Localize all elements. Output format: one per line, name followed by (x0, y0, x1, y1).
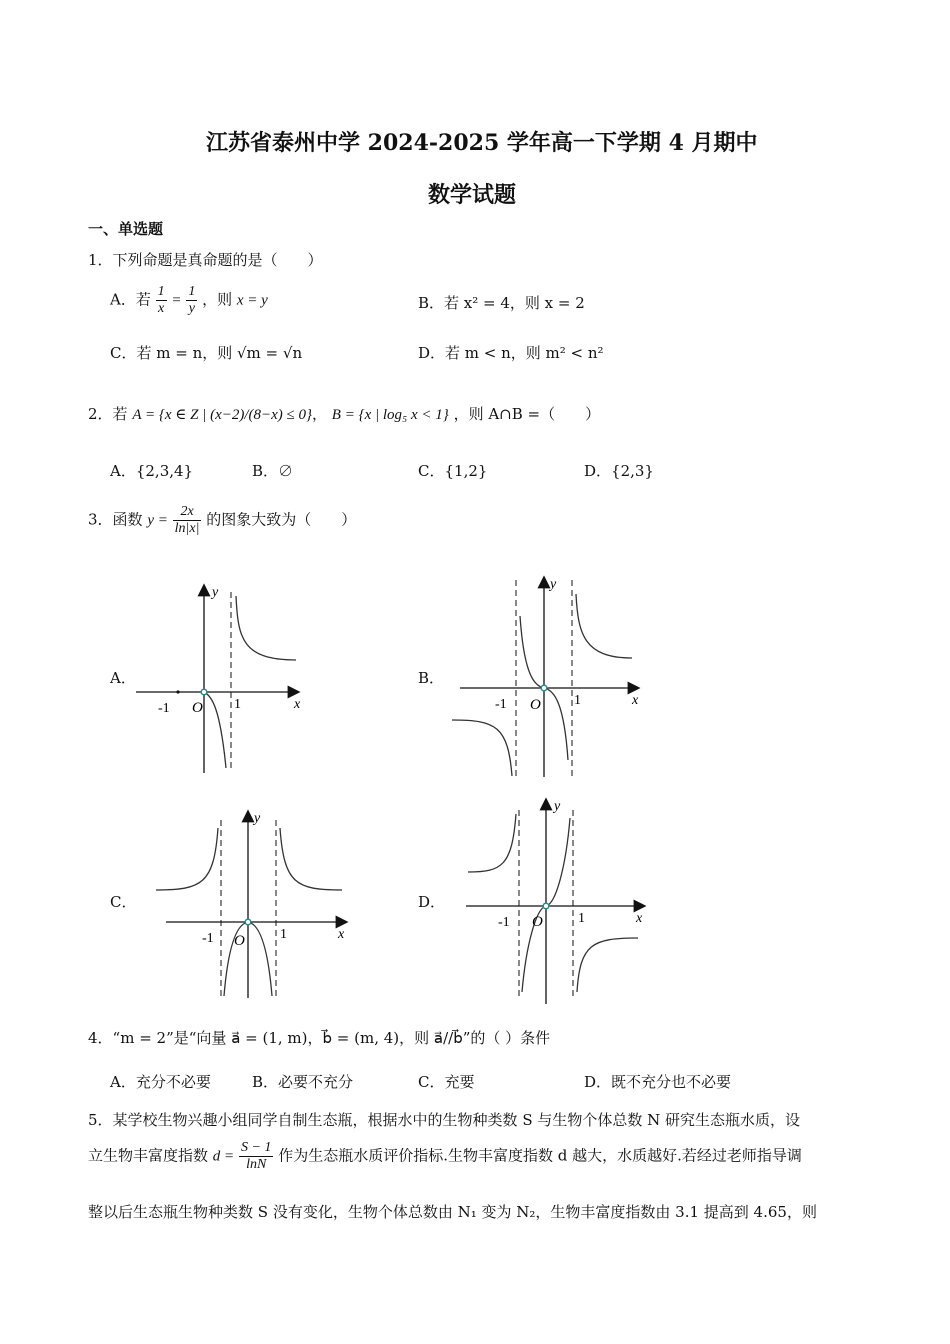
graph-c-x-label: x (338, 927, 345, 942)
q1-option-d: D．若 m < n，则 m² < n² (418, 344, 604, 362)
page-subtitle: 数学试题 (428, 182, 517, 208)
q4-option-d: D．既不充分也不必要 (584, 1073, 732, 1091)
q2-set-b: B = {x | log₅ x < 1} (331, 407, 449, 423)
section-heading: 一、单选题 (88, 220, 164, 238)
q4-option-a: A．充分不必要 (110, 1073, 211, 1091)
q5-line-2: 立生物丰富度指数 d = $\frac{S - 1}{\ln N}$ 作为生态瓶水质评价指标.生物丰富度指数 d 越大，水质越好.若经过老师指导调 (88, 1140, 802, 1172)
q1-option-c: C．若 m = n，则 √m = √n (110, 344, 303, 362)
q4-option-c: C．充要 (418, 1073, 475, 1091)
graph-b-y-label: y (550, 577, 557, 592)
q3-stem-suffix: 的图象大致为（ ） (206, 510, 357, 529)
q3-graph-c (150, 808, 355, 1000)
q4-option-b: B．必要不充分 (252, 1073, 354, 1091)
q2-set-a: A = {x ∈ Z | (x−2)/(8−x) ≤ 0} (132, 407, 313, 423)
q2-stem-suffix: ，则 A∩B =（ ） (453, 405, 601, 423)
graph-a-y-label: y (212, 585, 219, 600)
q4-stem: 4．“m = 2”是“向量 a⃗ = (1, m)，b⃗ = (m, 4)，则 a⃗//b⃗”的（ ）条件 (88, 1029, 551, 1047)
q1-fraction-1-over-x: $\frac{1}{x}$ (157, 284, 165, 316)
q3-stem: 3．函数 y = $\frac{2x}{\ln|x|}$ 的图象大致为（ ） (88, 504, 357, 536)
graph-c-origin: O (234, 933, 245, 949)
q3-graph-b (448, 574, 648, 780)
page-title: 江苏省泰州中学 2024-2025 学年高一下学期 4 月期中 (206, 130, 758, 156)
graph-b-one: 1 (574, 693, 581, 708)
q1-option-b: B．若 x² = 4，则 x = 2 (418, 294, 585, 312)
graph-a-one: 1 (234, 697, 241, 712)
q5-formula-fraction: $\frac{S - 1}{\ln N}$ (240, 1140, 272, 1172)
graph-b-origin: O (530, 697, 541, 713)
q1-option-a-end: x = y (236, 292, 268, 309)
q2-option-a: A．{2,3,4} (110, 462, 194, 480)
graph-b-x-label: x (632, 693, 639, 708)
q1-fraction-1-over-y: $\frac{1}{y}$ (188, 284, 196, 316)
q3-function-fraction: $\frac{2x}{\ln|x|}$ (174, 504, 200, 536)
graph-a-origin: O (192, 700, 203, 716)
q3-graph-a (130, 578, 320, 778)
q3-label-a: A． (110, 669, 136, 687)
q2-stem: 2．若 A = {x ∈ Z | (x−2)/(8−x) ≤ 0}， B = {x | log₅ x < 1} ，则 A∩B =（ ） (88, 405, 601, 423)
graph-b-neg-one: -1 (495, 697, 507, 712)
graph-c-neg-one: -1 (202, 931, 214, 946)
q3-label-c: C． (110, 893, 137, 911)
graph-a-x-label: x (294, 697, 301, 712)
q3-graph-d (462, 796, 652, 1006)
q2-option-d: D．{2,3} (584, 462, 654, 480)
q2-stem-prefix: 2．若 (88, 405, 128, 423)
graph-d-neg-one: -1 (498, 915, 510, 930)
graph-c-one: 1 (280, 927, 287, 942)
q3-label-d: D． (418, 893, 446, 911)
q1-option-a: A．若 $\frac{1}{x}$ = $\frac{1}{y}$ ，则 x = y (110, 284, 268, 316)
q3-stem-prefix: 3．函数 (88, 510, 143, 529)
q1-option-a-prefix: A．若 (110, 290, 151, 309)
q5-line-2-suffix: 作为生态瓶水质评价指标.生物丰富度指数 d 越大，水质越好.若经过老师指导调 (278, 1146, 802, 1165)
q5-line-2-prefix: 立生物丰富度指数 (88, 1146, 209, 1165)
q2-option-c: C．{1,2} (418, 462, 488, 480)
q1-option-a-mid: ，则 (202, 290, 233, 309)
q5-line-1: 5．某学校生物兴趣小组同学自制生态瓶，根据水中的生物种类数 S 与生物个体总数 N 研究生态瓶水质，设 (88, 1111, 801, 1129)
graph-d-x-label: x (636, 911, 643, 926)
q1-stem: 1．下列命题是真命题的是（ ） (88, 251, 323, 269)
graph-a-neg-one: -1 (158, 701, 170, 716)
q3-label-b: B． (418, 669, 445, 687)
graph-d-one: 1 (578, 911, 585, 926)
graph-c-y-label: y (254, 811, 261, 826)
graph-d-y-label: y (554, 799, 561, 814)
q2-option-b: B．∅ (252, 462, 294, 480)
graph-d-origin: O (532, 914, 543, 930)
q5-line-3: 整以后生态瓶生物种类数 S 没有变化，生物个体总数由 N₁ 变为 N₂，生物丰富度指数由 3.1 提高到 4.65，则 (88, 1203, 817, 1221)
